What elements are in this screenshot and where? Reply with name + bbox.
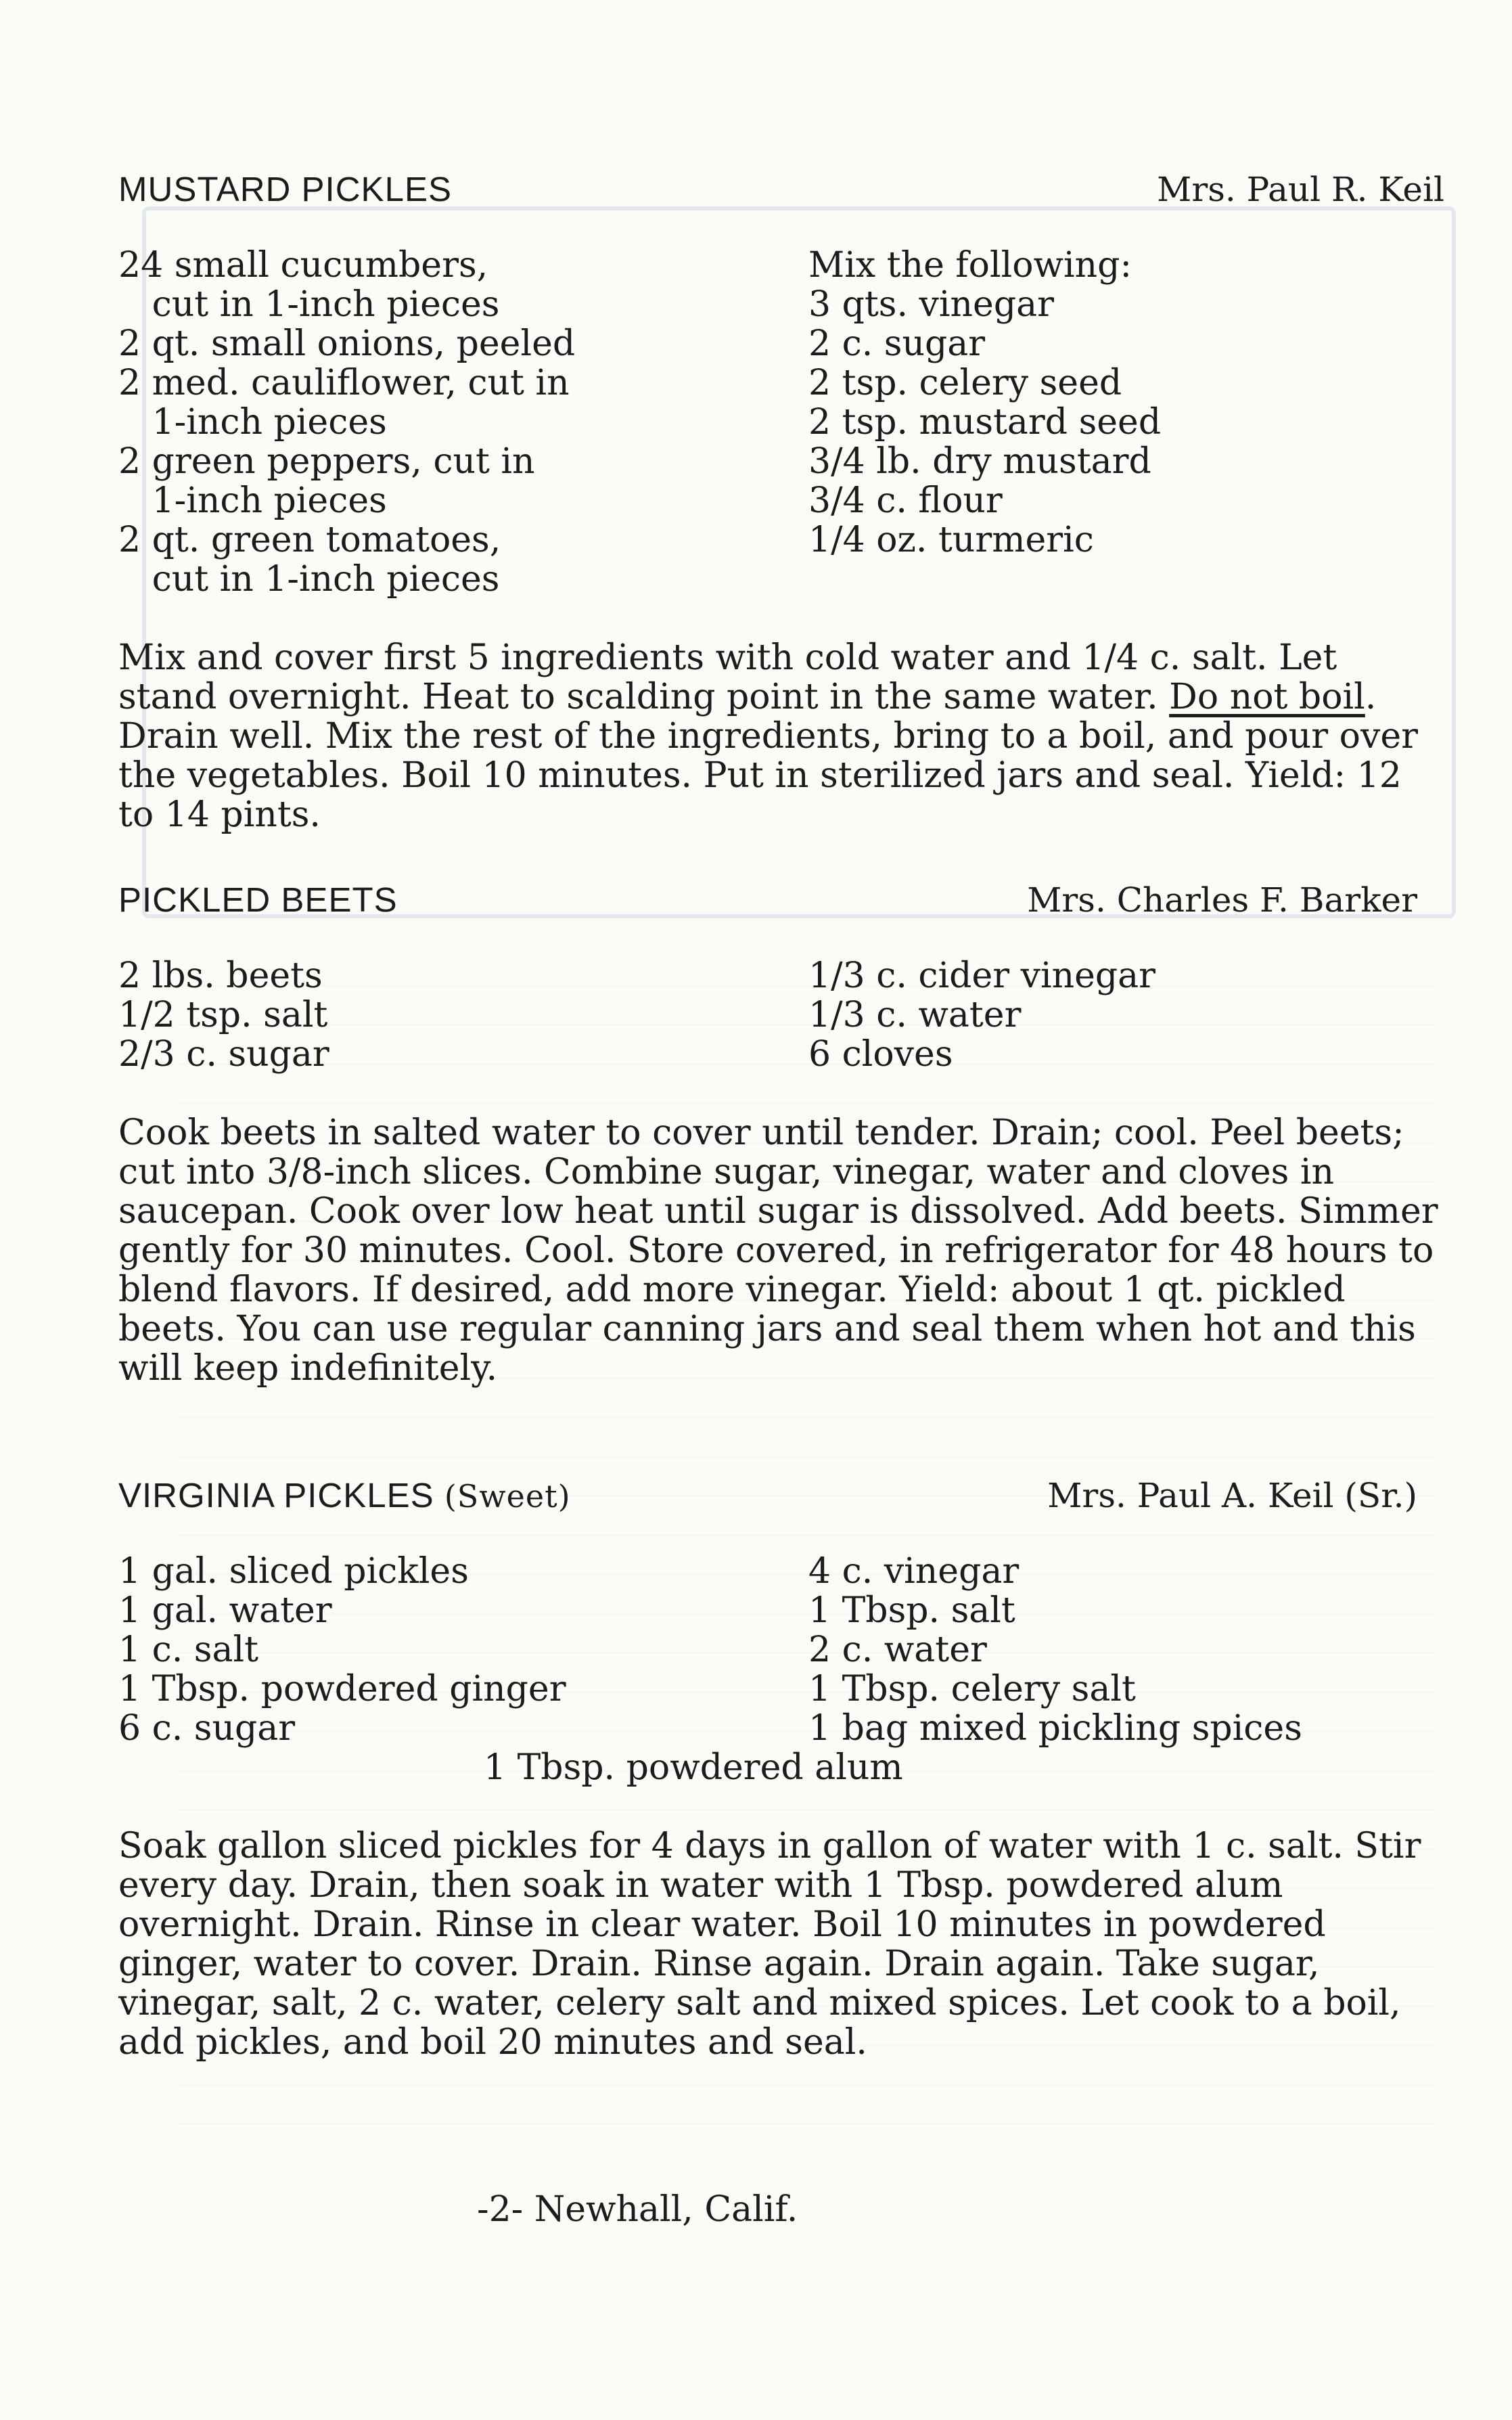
recipe-title: [118, 1475, 571, 1515]
ingredient-line: cut in 1-inch pieces: [118, 284, 500, 325]
ingredient-line: Mix the following:: [808, 245, 1132, 286]
ingredient-line: 1/3 c. cider vinegar: [808, 956, 1156, 996]
ingredient-line: 2 tsp. celery seed: [808, 363, 1122, 403]
recipe-mustard-pickles: [118, 169, 1444, 834]
ingredient-line: 1/2 tsp. salt: [118, 995, 328, 1035]
recipe-virginia-pickles: [118, 1475, 1444, 2062]
ingredient-line: 2 med. cauliflower, cut in: [118, 363, 570, 403]
ingredients-left: [118, 1552, 808, 1748]
recipe-title: PICKLED BEETS: [118, 880, 398, 919]
ingredients: [118, 956, 1444, 1074]
ingredients: [118, 1552, 1444, 1748]
ingredient-line: 1 gal. water: [118, 1590, 332, 1631]
ingredients-left: [118, 956, 808, 1074]
recipe-directions: [118, 638, 1444, 834]
ingredients-left: [118, 246, 808, 599]
ingredient-line: 3/4 lb. dry mustard: [808, 441, 1151, 482]
ingredients-right: [808, 956, 1444, 1074]
ingredient-line: 2 c. sugar: [808, 323, 986, 364]
ingredient-line: 2 c. water: [808, 1630, 987, 1670]
ingredient-line: 6 c. sugar: [118, 1708, 296, 1749]
ingredient-line: 24 small cucumbers,: [118, 245, 488, 286]
recipe-author: Mrs. Paul R. Keil: [1157, 170, 1444, 209]
recipe-title-note: (Sweet): [444, 1478, 571, 1515]
recipe-author: Mrs. Paul A. Keil (Sr.): [1047, 1476, 1417, 1515]
recipe-directions: Cook beets in salted water to cover until tender. Drain; cool. Peel beets; cut into 3/8-inch slices. Combine sugar, vinegar, water and cloves in saucepan. Cook over low heat until sugar is dissolved. Add beets. Simmer gently for 30 minutes. Cool. Store covered, in refrigerator for 48 hours to blend flavors. If desired, add more vinegar. Yield: about 1 qt. pickled beets. You can use regular canning jars and seal them when hot and this will keep indefinitely.: [118, 1113, 1438, 1389]
ingredients-right: [808, 1552, 1444, 1748]
ingredient-line: 1/3 c. water: [808, 995, 1022, 1035]
recipe-title-main: VIRGINIA PICKLES: [118, 1476, 434, 1515]
ingredient-line: cut in 1-inch pieces: [118, 559, 500, 600]
ingredient-line: 2/3 c. sugar: [118, 1034, 329, 1075]
ingredient-line: 3 qts. vinegar: [808, 284, 1054, 325]
ingredient-line: 6 cloves: [808, 1034, 953, 1075]
ingredient-line: 2 qt. small onions, peeled: [118, 323, 576, 364]
ingredient-line: 1 c. salt: [118, 1630, 259, 1670]
recipe-title: MUSTARD PICKLES: [118, 170, 452, 208]
recipe-header: [118, 169, 1444, 208]
ingredient-line: 1-inch pieces: [118, 402, 387, 443]
ingredient-line: 2 lbs. beets: [118, 956, 323, 996]
directions-emphasis: Do not boil: [1169, 677, 1365, 717]
directions-text: Mix and cover first 5 ingredients with cold water and 1/4 c. salt. Let stand overnight. Heat to scalding point in the same water.: [118, 637, 1337, 717]
directions-text: . Drain well. Mix the rest of the ingredients, bring to a boil, and pour over the vegetables. Boil 10 minutes. Put in sterilized jars and seal. Yield: 12 to 14 pints.: [118, 677, 1418, 835]
recipe-directions: Soak gallon sliced pickles for 4 days in gallon of water with 1 c. salt. Stir every day. Drain, then soak in water with 1 Tbsp. powdered alum overnight. Drain. Rinse in clear water. Boil 10 minutes in powdered ginger, water to cover. Drain. Rinse again. Drain again. Take sugar, vinegar, salt, 2 c. water, celery salt and mixed spices. Let cook to a boil, add pickles, and boil 20 minutes and seal.: [118, 1826, 1421, 2063]
ingredient-line: 3/4 c. flour: [808, 480, 1003, 521]
ingredients: [118, 246, 1444, 599]
recipe-header: [118, 1475, 1444, 1515]
ingredient-line: 1 Tbsp. salt: [808, 1590, 1015, 1631]
ingredients-right: [808, 246, 1444, 599]
ingredient-line: 1-inch pieces: [118, 480, 387, 521]
ingredient-line: 2 green peppers, cut in: [118, 441, 535, 482]
recipe-pickled-beets: [118, 880, 1444, 1388]
ingredient-line: 2 tsp. mustard seed: [808, 402, 1162, 443]
ingredient-line: 2 qt. green tomatoes,: [118, 520, 501, 560]
ingredient-line: 1 bag mixed pickling spices: [808, 1708, 1302, 1749]
ingredient-line-centered: 1 Tbsp. powdered alum: [484, 1747, 903, 1788]
recipe-header: [118, 880, 1444, 919]
recipe-author: Mrs. Charles F. Barker: [1027, 880, 1417, 920]
page-footer: -2- Newhall, Calif.: [477, 2189, 798, 2230]
ingredient-line: 1/4 oz. turmeric: [808, 520, 1094, 560]
ingredient-line: 1 Tbsp. celery salt: [808, 1669, 1136, 1709]
ingredient-line: 1 Tbsp. powdered ginger: [118, 1669, 566, 1709]
ingredient-line: 4 c. vinegar: [808, 1551, 1020, 1592]
ingredient-line: 1 gal. sliced pickles: [118, 1551, 469, 1592]
